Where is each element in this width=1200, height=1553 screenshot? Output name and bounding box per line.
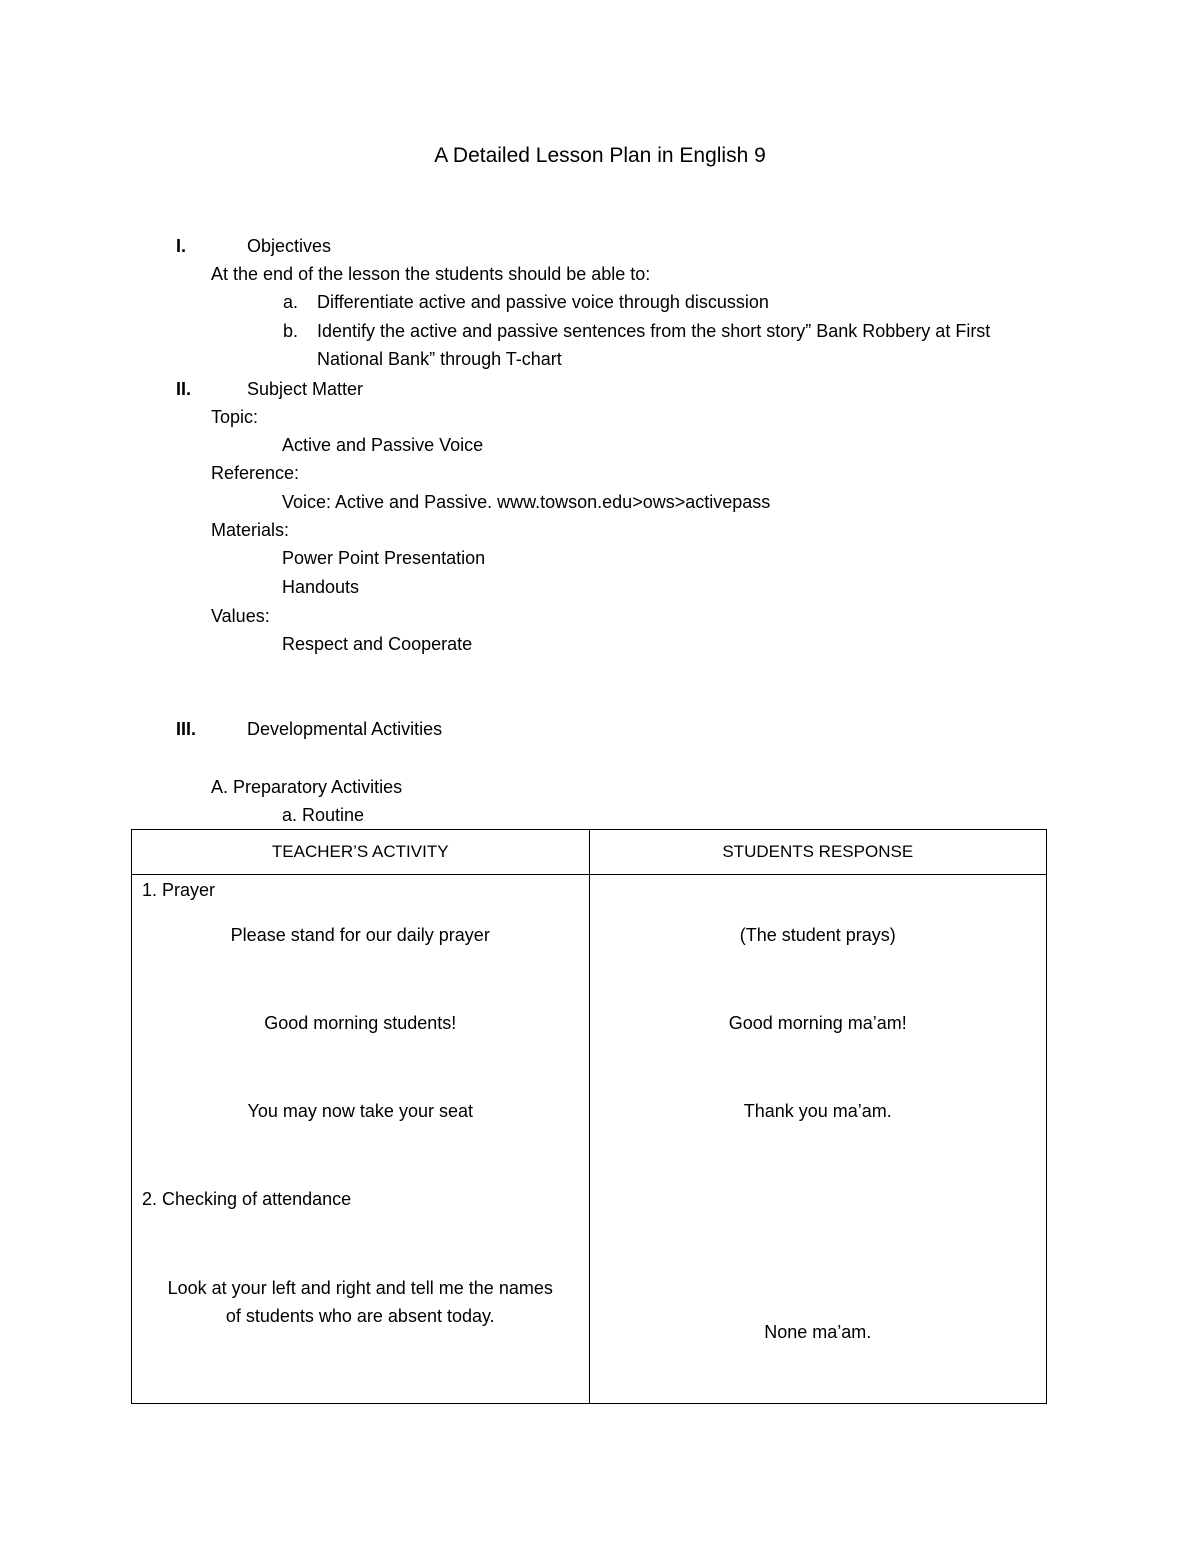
teacher-activity-cell [132, 875, 590, 1404]
material-item: Handouts [282, 577, 360, 597]
objective-item-b-line1: Identify the active and passive sentences from the short story” Bank Robbery at First [317, 321, 991, 341]
materials-label: Materials: [211, 520, 290, 540]
objectives-intro: At the end of the lesson the students should be able to: [211, 264, 651, 284]
teacher-attendance-line2: of students who are absent today. [225, 1306, 495, 1326]
student-thanks-response: Thank you ma’am. [743, 1101, 892, 1121]
values-label: Values: [211, 606, 270, 626]
teacher-attendance-line1: Look at your left and right and tell me the names [167, 1278, 553, 1298]
student-prayer-response: (The student prays) [739, 925, 896, 945]
attendance-label: 2. Checking of attendance [142, 1189, 352, 1209]
teacher-greeting: Good morning students! [264, 1013, 457, 1033]
table-header-row [132, 830, 1047, 875]
teacher-prayer-line: Please stand for our daily prayer [230, 925, 490, 945]
subject-matter-heading: Subject Matter [247, 379, 364, 399]
routine-heading: a. Routine [282, 805, 365, 825]
topic-label: Topic: [211, 407, 259, 427]
material-item: Power Point Presentation [282, 548, 486, 568]
student-greeting-response: Good morning ma’am! [728, 1013, 907, 1033]
activity-table [131, 829, 1047, 1404]
teacher-activity-header: TEACHER’S ACTIVITY [132, 830, 590, 875]
students-response-header: STUDENTS RESPONSE [589, 830, 1047, 875]
topic-value: Active and Passive Voice [282, 435, 484, 455]
table-row [132, 875, 1047, 1404]
student-absent-response: None ma’am. [764, 1322, 872, 1342]
preparatory-activities-heading: A. Preparatory Activities [211, 777, 403, 797]
objective-item-b-line2: National Bank” through T-chart [317, 349, 562, 369]
section-numeral-3: III. [176, 719, 197, 739]
objective-marker-b: b. [283, 321, 299, 341]
section-numeral-2: II. [176, 379, 192, 399]
reference-label: Reference: [211, 463, 300, 483]
section-numeral-1: I. [176, 236, 187, 256]
objective-marker-a: a. [283, 292, 299, 312]
objectives-heading: Objectives [247, 236, 332, 256]
teacher-seat-line: You may now take your seat [247, 1101, 473, 1121]
developmental-heading: Developmental Activities [247, 719, 443, 739]
prayer-label: 1. Prayer [142, 880, 216, 900]
values-value: Respect and Cooperate [282, 634, 473, 654]
page-title: A Detailed Lesson Plan in English 9 [434, 144, 766, 167]
objective-item-a: Differentiate active and passive voice through discussion [317, 292, 769, 312]
students-response-cell [589, 875, 1047, 1404]
reference-value: Voice: Active and Passive. www.towson.edu>ows>activepass [282, 492, 771, 512]
